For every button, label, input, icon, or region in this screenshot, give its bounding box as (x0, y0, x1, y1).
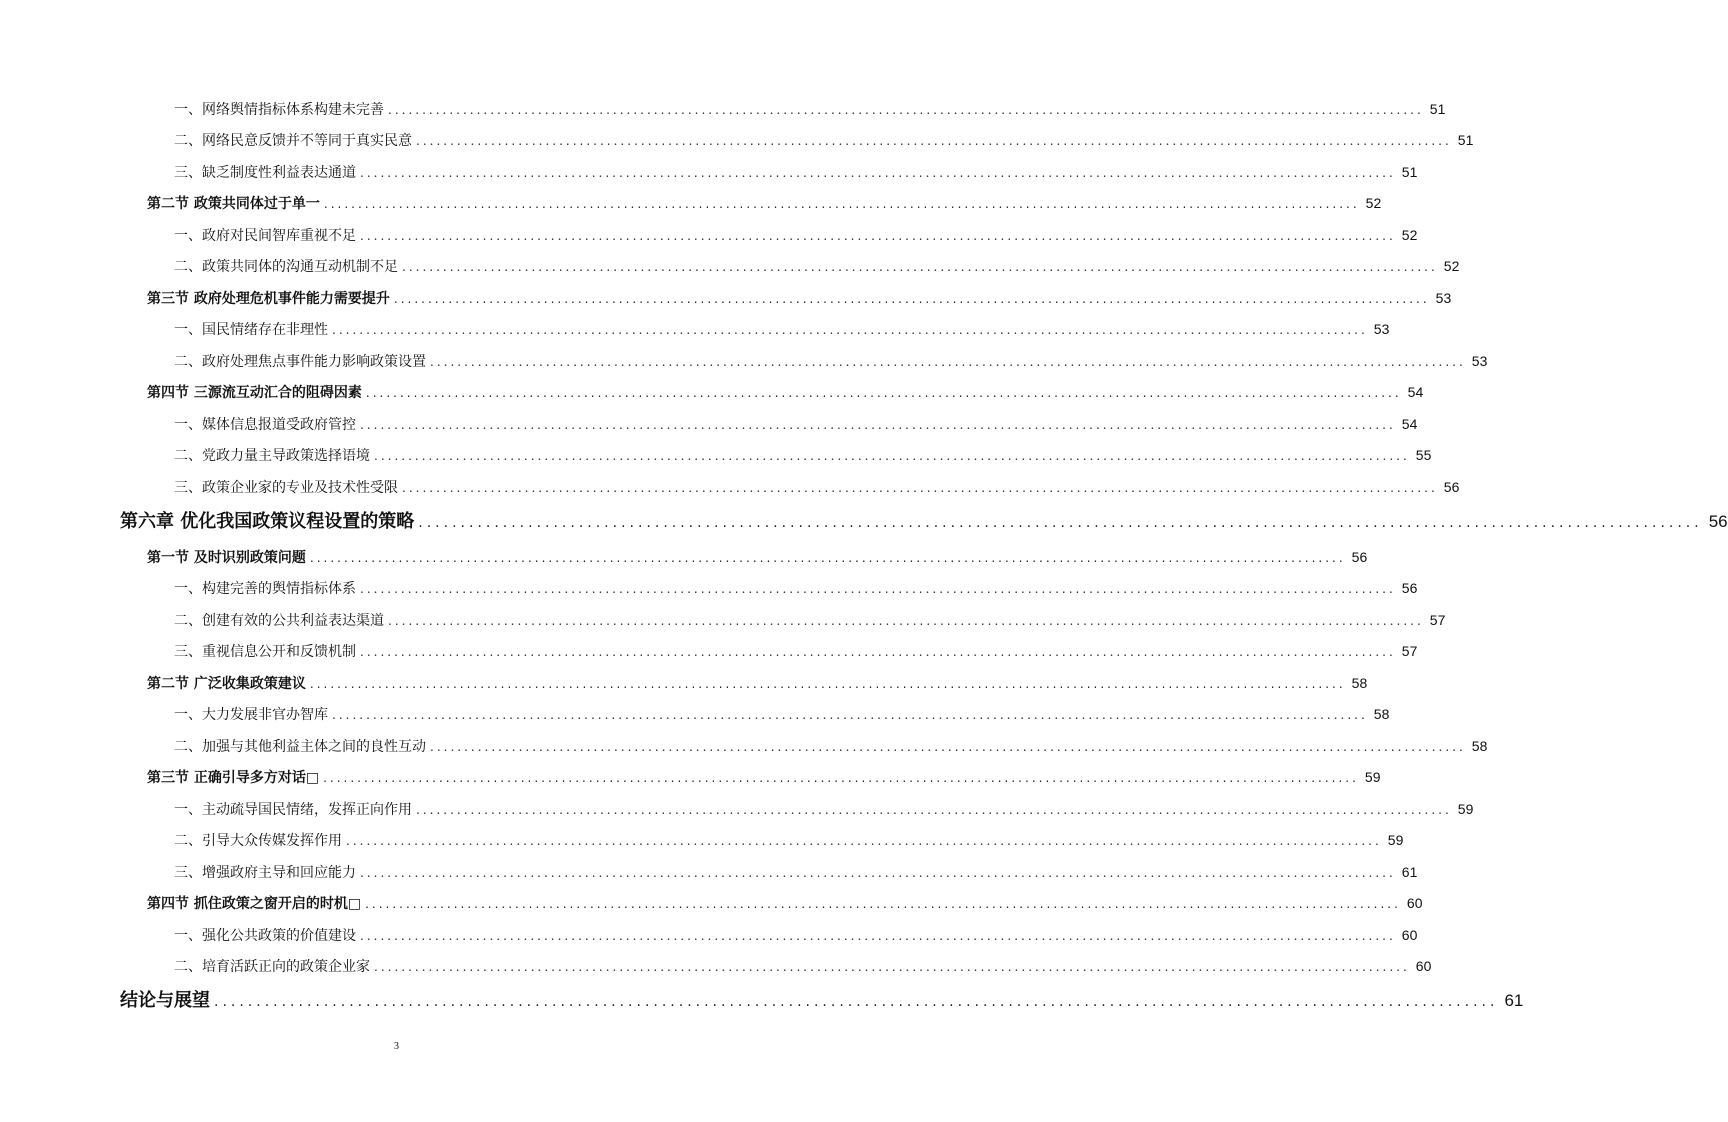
toc-entry-page: 59 (1387, 832, 1404, 848)
toc-entry-title: 第二节 广泛收集政策建议 (147, 676, 306, 692)
toc-entry-page: 52 (1443, 258, 1460, 274)
toc-dot-leader: ........................................................................................................................................................ (393, 292, 1430, 306)
toc-dot-leader: ........................................................................................................................................................ (365, 386, 1402, 400)
toc-subsection-entry[interactable] (174, 351, 1488, 375)
toc-subsection-entry[interactable] (174, 641, 1418, 665)
toc-subsection-entry[interactable] (174, 256, 1460, 280)
toc-dot-leader: ........................................................................................................................................................ (323, 197, 1360, 211)
toc-dot-leader: ........................................................................................................................................................ (416, 134, 1452, 148)
toc-subsection-entry[interactable] (174, 99, 1446, 123)
toc-entry-page: 55 (1415, 447, 1432, 463)
toc-entry-title: 第四节 三源流互动汇合的阻碍因素 (147, 385, 362, 401)
toc-entry-page: 53 (1471, 353, 1488, 369)
toc-entry-title: 二、党政力量主导政策选择语境 (174, 448, 370, 464)
toc-entry-page: 61 (1401, 864, 1418, 880)
toc-subsection-entry[interactable] (174, 578, 1418, 602)
toc-entry-page: 58 (1351, 675, 1368, 691)
toc-subsection-entry[interactable] (174, 130, 1474, 154)
toc-entry-title: 一、大力发展非官办智库 (174, 707, 328, 723)
page-number: 3 (394, 1041, 399, 1052)
toc-entry-page: 53 (1435, 290, 1452, 306)
toc-entry-title: 三、增强政府主导和回应能力 (174, 865, 356, 881)
toc-dot-leader: ........................................................................................................................................................ (332, 708, 1368, 722)
toc-entry-page: 56 (1708, 512, 1728, 531)
toc-subsection-entry[interactable] (174, 319, 1390, 343)
toc-entry-title: 一、媒体信息报道受政府管控 (174, 417, 356, 433)
toc-dot-leader: ........................................................................................................................................................ (309, 551, 1346, 565)
toc-entry-title: 第三节 政府处理危机事件能力需要提升 (147, 291, 390, 307)
toc-entry-page: 56 (1351, 549, 1368, 565)
toc-entry-title: 二、加强与其他利益主体之间的良性互动 (174, 739, 426, 755)
toc-entry-page: 59 (1457, 801, 1474, 817)
toc-entry-page: 58 (1471, 738, 1488, 754)
toc-dot-leader: ........................................................................................................................................................ (374, 960, 1410, 974)
toc-entry-title: 三、政策企业家的专业及技术性受限 (174, 480, 398, 496)
toc-entry-title: 二、培育活跃正向的政策企业家 (174, 959, 370, 975)
toc-dot-leader: ........................................................................................................................................................ (402, 260, 1438, 274)
toc-entry-page: 56 (1443, 479, 1460, 495)
toc-dot-leader: ........................................................................................................................................................ (360, 166, 1396, 180)
toc-entry-page: 58 (1373, 706, 1390, 722)
toc-entry-title: 一、构建完善的舆情指标体系 (174, 581, 356, 597)
toc-section-entry[interactable] (147, 767, 1381, 791)
toc-entry-page: 54 (1401, 416, 1418, 432)
toc-subsection-entry[interactable] (174, 610, 1446, 634)
toc-section-entry[interactable] (147, 673, 1368, 697)
toc-entry-page: 60 (1401, 927, 1418, 943)
toc-subsection-entry[interactable] (174, 925, 1418, 949)
toc-dot-leader: ........................................................................................................................................................ (418, 515, 1703, 531)
toc-dot-leader: ........................................................................................................................................................ (374, 449, 1410, 463)
toc-dot-leader: ........................................................................................................................................................ (360, 645, 1396, 659)
toc-subsection-entry[interactable] (174, 162, 1418, 186)
toc-entry-title: 第六章 优化我国政策议程设置的策略 (120, 511, 415, 532)
toc-entry-page: 59 (1364, 769, 1381, 785)
toc-dot-leader: ........................................................................................................................................................ (416, 803, 1452, 817)
toc-entry-title: 一、主动疏导国民情绪，发挥正向作用 (174, 802, 412, 818)
toc-chapter-entry[interactable] (120, 986, 1524, 1016)
toc-dot-leader: ........................................................................................................................................................ (309, 677, 1346, 691)
toc-subsection-entry[interactable] (174, 225, 1418, 249)
toc-entry-title: 一、强化公共政策的价值建设 (174, 928, 356, 944)
toc-entry-page: 61 (1504, 991, 1524, 1010)
toc-dot-leader: ........................................................................................................................................................ (388, 614, 1424, 628)
toc-entry-page: 57 (1429, 612, 1446, 628)
toc-dot-leader: ........................................................................................................................................................ (360, 929, 1396, 943)
toc-subsection-entry[interactable] (174, 445, 1432, 469)
toc-entry-page: 52 (1365, 195, 1382, 211)
toc-entry-title: 第二节 政策共同体过于单一 (147, 196, 320, 212)
toc-entry-title: 二、引导大众传媒发挥作用 (174, 833, 342, 849)
toc-dot-leader: ........................................................................................................................................................ (360, 866, 1396, 880)
toc-entry-page: 51 (1457, 132, 1474, 148)
toc-dot-leader: ........................................................................................................................................................ (360, 418, 1396, 432)
toc-entry-page: 51 (1401, 164, 1418, 180)
toc-entry-page: 53 (1373, 321, 1390, 337)
toc-dot-leader: ........................................................................................................................................................ (360, 229, 1396, 243)
toc-entry-title: 一、国民情绪存在非理性 (174, 322, 328, 338)
toc-subsection-entry[interactable] (174, 414, 1418, 438)
toc-entry-title: 二、网络民意反馈并不等同于真实民意 (174, 133, 412, 149)
toc-subsection-entry[interactable] (174, 830, 1404, 854)
toc-subsection-entry[interactable] (174, 477, 1460, 501)
toc-entry-title: 第四节 抓住政策之窗开启的时机□ (147, 896, 362, 912)
toc-entry-title: 第三节 正确引导多方对话□ (147, 770, 320, 786)
toc-dot-leader: ........................................................................................................................................................ (430, 355, 1466, 369)
toc-dot-leader: ........................................................................................................................................................ (360, 582, 1396, 596)
toc-entry-page: 60 (1406, 895, 1423, 911)
toc-entry-title: 一、网络舆情指标体系构建未完善 (174, 102, 384, 118)
toc-dot-leader: ........................................................................................................................................................ (430, 740, 1466, 754)
toc-entry-page: 60 (1415, 958, 1432, 974)
toc-dot-leader: ........................................................................................................................................................ (388, 103, 1424, 117)
toc-dot-leader: ........................................................................................................................................................ (365, 897, 1401, 911)
toc-dot-leader: ........................................................................................................................................................ (346, 834, 1382, 848)
toc-subsection-entry[interactable] (174, 704, 1390, 728)
toc-entry-title: 三、重视信息公开和反馈机制 (174, 644, 356, 660)
toc-dot-leader: ........................................................................................................................................................ (214, 994, 1499, 1010)
toc-dot-leader: ........................................................................................................................................................ (332, 323, 1368, 337)
toc-subsection-entry[interactable] (174, 799, 1474, 823)
toc-entry-page: 56 (1401, 580, 1418, 596)
toc-entry-title: 三、缺乏制度性利益表达通道 (174, 165, 356, 181)
toc-section-entry[interactable] (147, 382, 1424, 406)
toc-entry-page: 54 (1407, 384, 1424, 400)
toc-section-entry[interactable] (147, 893, 1423, 917)
toc-entry-title: 二、创建有效的公共利益表达渠道 (174, 613, 384, 629)
toc-entry-page: 51 (1429, 101, 1446, 117)
toc-entry-page: 52 (1401, 227, 1418, 243)
toc-dot-leader: ........................................................................................................................................................ (402, 481, 1438, 495)
toc-subsection-entry[interactable] (174, 956, 1432, 980)
toc-dot-leader: ........................................................................................................................................................ (323, 771, 1359, 785)
toc-entry-title: 二、政府处理焦点事件能力影响政策设置 (174, 354, 426, 370)
toc-entry-page: 57 (1401, 643, 1418, 659)
toc-subsection-entry[interactable] (174, 862, 1418, 886)
toc-entry-title: 第一节 及时识别政策问题 (147, 550, 306, 566)
toc-subsection-entry[interactable] (174, 736, 1488, 760)
toc-entry-title: 一、政府对民间智库重视不足 (174, 228, 356, 244)
toc-section-entry[interactable] (147, 288, 1452, 312)
toc-chapter-entry[interactable] (120, 507, 1728, 537)
toc-entry-title: 二、政策共同体的沟通互动机制不足 (174, 259, 398, 275)
toc-section-entry[interactable] (147, 547, 1368, 571)
toc-section-entry[interactable] (147, 193, 1382, 217)
toc-entry-title: 结论与展望 (120, 990, 210, 1011)
